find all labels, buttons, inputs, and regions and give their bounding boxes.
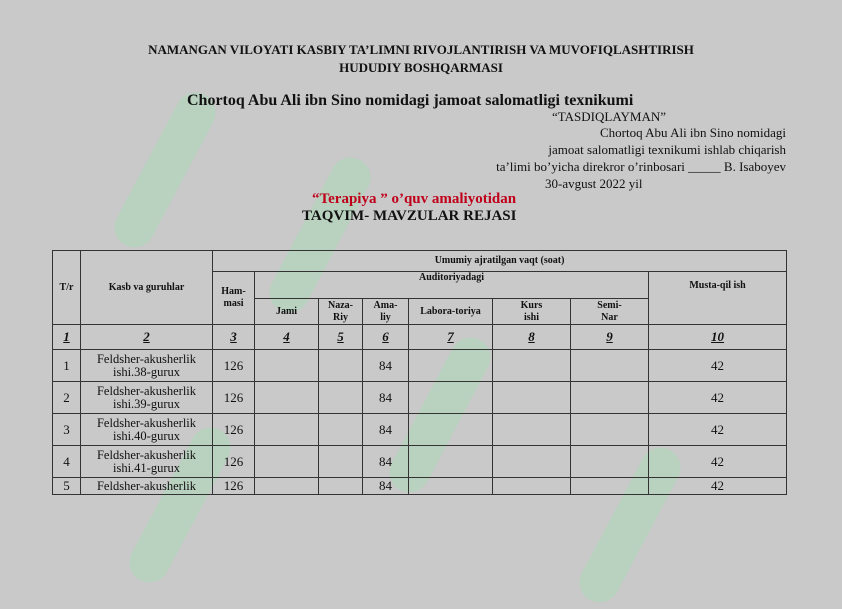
seminar-value [571, 446, 649, 478]
amaliy-value: 84 [363, 414, 409, 446]
hammasi-value: 126 [213, 350, 255, 382]
hammasi-value: 126 [213, 382, 255, 414]
table-row [53, 446, 787, 478]
header-laboratoriya: Labora-toriya [409, 299, 493, 325]
table-row [53, 478, 787, 495]
column-number: 5 [319, 325, 363, 350]
seminar-value [571, 478, 649, 495]
kurs-value [493, 414, 571, 446]
nazariy-value [319, 478, 363, 495]
hammasi-value: 126 [213, 446, 255, 478]
row-number: 5 [53, 478, 81, 495]
amaliy-value: 84 [363, 382, 409, 414]
jami-value [255, 478, 319, 495]
mustaqil-value: 42 [649, 478, 787, 495]
mustaqil-value: 42 [649, 414, 787, 446]
seminar-value [571, 382, 649, 414]
amaliy-value: 84 [363, 478, 409, 495]
row-number: 3 [53, 414, 81, 446]
column-number: 4 [255, 325, 319, 350]
group-name: Feldsher-akusherlik ishi.40-gurux [81, 414, 213, 446]
kurs-value [493, 382, 571, 414]
mustaqil-value: 42 [649, 446, 787, 478]
mustaqil-value: 42 [649, 350, 787, 382]
mustaqil-value: 42 [649, 382, 787, 414]
header-line-1: NAMANGAN VILOYATI KASBIY TA’LIMNI RIVOJLANTIRISH VA MUVOFIQLASHTIRISH [148, 42, 694, 57]
hammasi-value: 126 [213, 478, 255, 495]
header-kurs: Kurs ishi [493, 299, 571, 325]
nazariy-value [319, 414, 363, 446]
nazariy-value [319, 350, 363, 382]
jami-value [255, 446, 319, 478]
row-number: 1 [53, 350, 81, 382]
seminar-value [571, 350, 649, 382]
kurs-value [493, 446, 571, 478]
nazariy-value [319, 382, 363, 414]
amaliy-value: 84 [363, 446, 409, 478]
header-hammasi: Ham- masi [213, 272, 255, 325]
seminar-value [571, 414, 649, 446]
approval-line-1: Chortoq Abu Ali ibn Sino nomidagi [600, 125, 786, 140]
laboratoriya-value [409, 350, 493, 382]
column-number: 1 [53, 325, 81, 350]
header-seminar: Semi- Nar [571, 299, 649, 325]
header-nazariy: Naza- Riy [319, 299, 363, 325]
laboratoriya-value [409, 382, 493, 414]
kurs-value [493, 350, 571, 382]
column-number: 8 [493, 325, 571, 350]
header-umumiy: Umumiy ajratilgan vaqt (soat) [213, 251, 787, 272]
jami-value [255, 414, 319, 446]
row-number: 2 [53, 382, 81, 414]
header-line-2: HUDUDIY BOSHQARMASI [339, 60, 503, 75]
laboratoriya-value [409, 446, 493, 478]
watermark-shape [107, 86, 222, 255]
subject-title: “Terapiya ” o’quv amaliyotidan [312, 191, 517, 207]
approval-date: 30-avgust 2022 yil [545, 176, 643, 191]
column-number: 10 [649, 325, 787, 350]
group-name: Feldsher-akusherlik ishi.38-gurux [81, 350, 213, 382]
laboratoriya-value [409, 478, 493, 495]
amaliy-value: 84 [363, 350, 409, 382]
column-number: 2 [81, 325, 213, 350]
group-name: Feldsher-akusherlik ishi.39-gurux [81, 382, 213, 414]
approval-title: “TASDIQLAYMAN” [552, 109, 667, 124]
header-amaliy: Ama- liy [363, 299, 409, 325]
group-name: Feldsher-akusherlik ishi.41-gurux [81, 446, 213, 478]
row-number: 4 [53, 446, 81, 478]
approval-line-2: jamoat salomatligi texnikumi ishlab chiqarish [548, 142, 786, 157]
kurs-value [493, 478, 571, 495]
plan-title: TAQVIM- MAVZULAR REJASI [302, 208, 517, 224]
column-number: 6 [363, 325, 409, 350]
header-kasb: Kasb va guruhlar [81, 251, 213, 325]
group-name: Feldsher-akusherlik [81, 478, 213, 495]
header-jami: Jami [255, 299, 319, 325]
laboratoriya-value [409, 414, 493, 446]
hammasi-value: 126 [213, 414, 255, 446]
column-number: 3 [213, 325, 255, 350]
column-number: 7 [409, 325, 493, 350]
jami-value [255, 350, 319, 382]
column-number: 9 [571, 325, 649, 350]
header-tr: T/r [53, 251, 81, 325]
column-number-row [53, 325, 787, 350]
schedule-table [52, 250, 787, 495]
approval-line-3: ta’limi bo’yicha direkror o’rinbosari _____ B. Isaboyev [496, 159, 786, 174]
header-mustaqil: Musta-qil ish [649, 272, 787, 325]
table-row [53, 382, 787, 414]
school-name: Chortoq Abu Ali ibn Sino nomidagi jamoat salomatligi texnikumi [187, 92, 634, 109]
jami-value [255, 382, 319, 414]
header-auditoriya: Auditoriyadagi [255, 272, 649, 299]
table-row [53, 414, 787, 446]
table-row [53, 350, 787, 382]
nazariy-value [319, 446, 363, 478]
